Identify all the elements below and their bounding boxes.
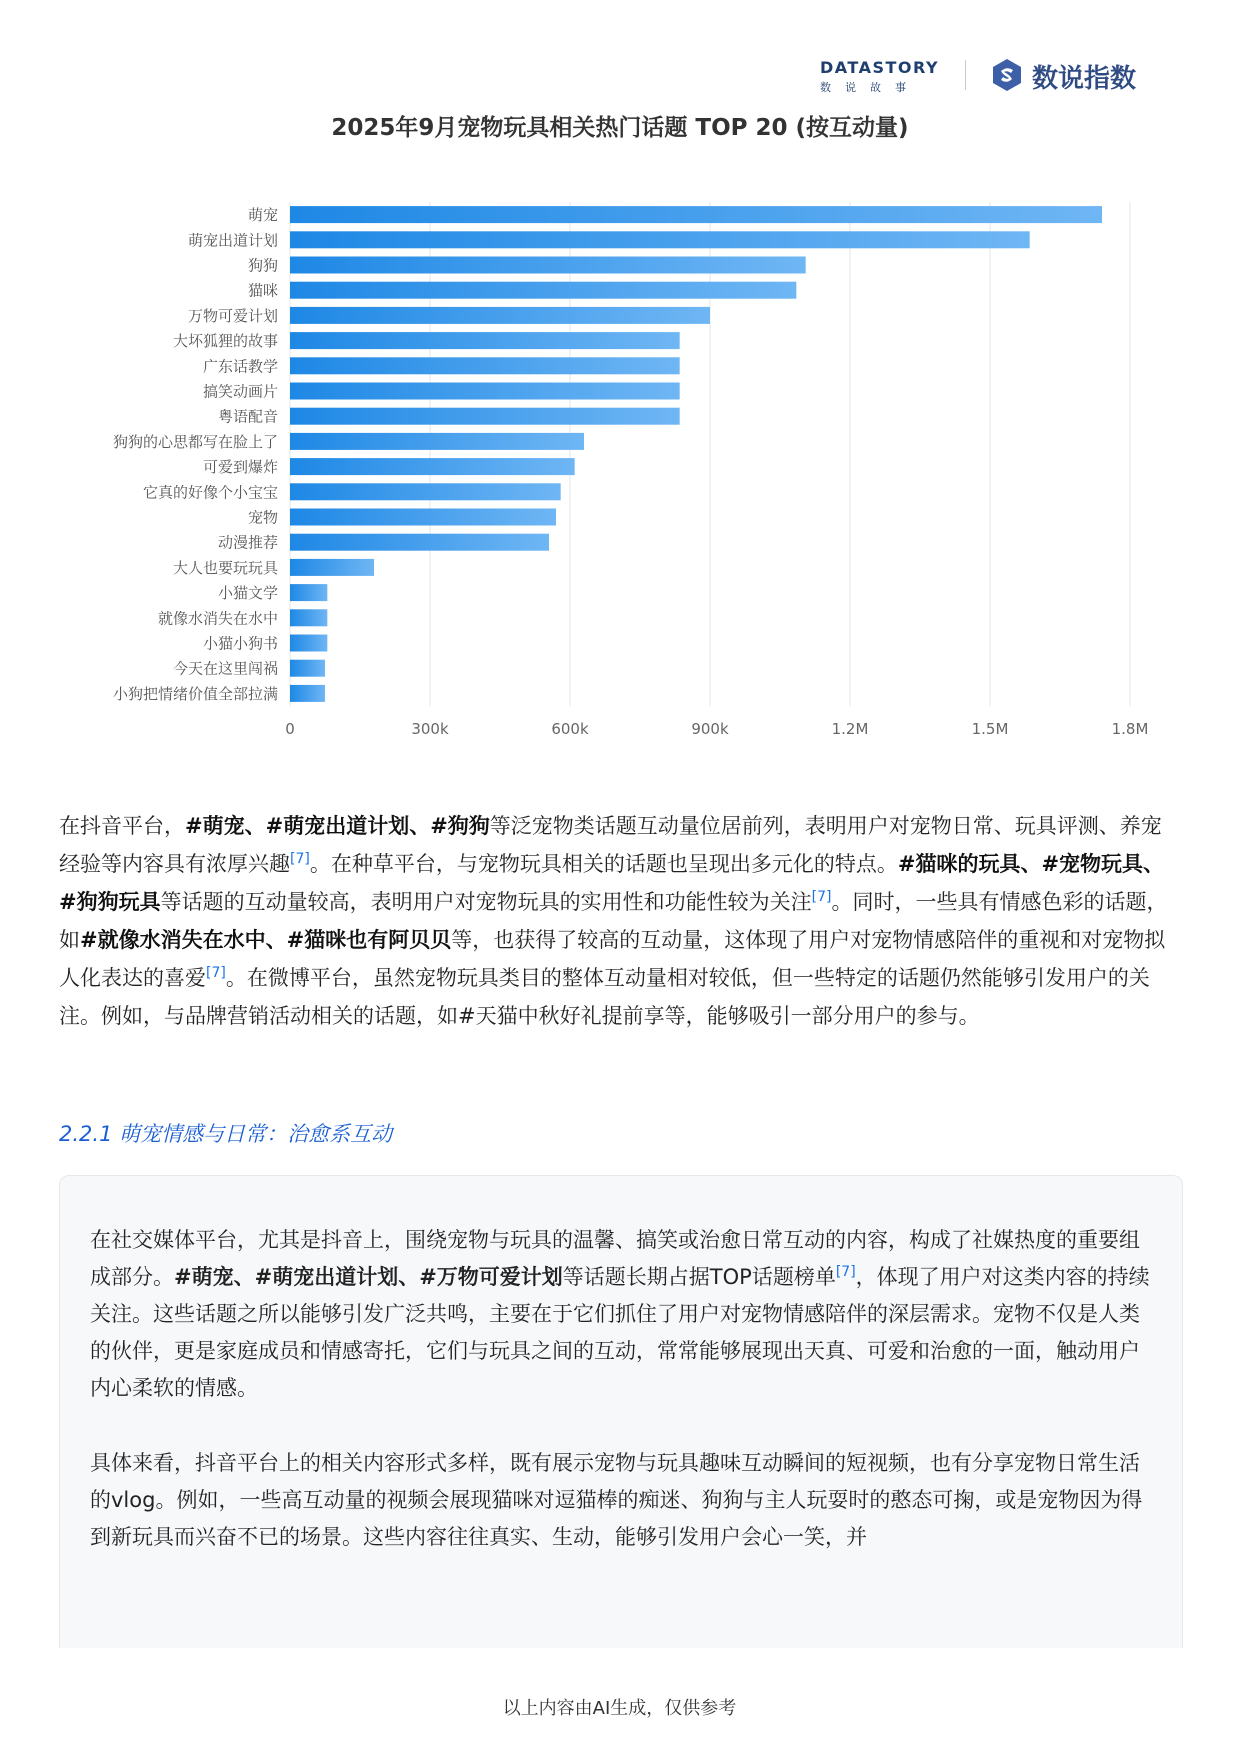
- chart-bars: [290, 206, 1102, 702]
- x-tick-label: 0: [285, 720, 295, 738]
- bar: [290, 282, 796, 299]
- bar: [290, 307, 710, 324]
- bar: [290, 357, 680, 374]
- category-label: 大人也要玩玩具: [172, 558, 278, 577]
- citation-link[interactable]: [7]: [290, 851, 310, 867]
- bar: [290, 559, 374, 576]
- datastory-logo: [820, 58, 945, 95]
- bar: [290, 383, 680, 400]
- category-label: 粤语配音: [217, 407, 278, 426]
- bar: [290, 408, 680, 425]
- bar: [290, 458, 575, 475]
- citation-link[interactable]: [7]: [835, 1264, 856, 1280]
- bold-topics: #萌宠、#萌宠出道计划、#万物可爱计划: [174, 1265, 563, 1289]
- chart-category-labels: [113, 206, 279, 703]
- text-run: 等，也获得了较高的互动量，这体现了用户对宠物情感陪伴的重视和对宠物拟人化表达的喜爱: [59, 928, 1166, 990]
- bar: [290, 483, 561, 500]
- shushuo-brand-name: 数说指数: [1032, 64, 1137, 94]
- category-label: 大坏狐狸的故事: [172, 332, 278, 351]
- card-paragraph-1: [90, 1222, 1152, 1407]
- chart-grid: [290, 202, 1130, 706]
- bar: [290, 685, 325, 702]
- bold-topics: #萌宠、#萌宠出道计划、#狗狗: [185, 814, 490, 838]
- bar: [290, 660, 325, 677]
- bar: [290, 332, 680, 349]
- section-heading: 2.2.1 萌宠情感与日常：治愈系互动: [59, 1122, 393, 1146]
- text-run: ，体现了用户对这类内容的持续关注。这些话题之所以能够引发广泛共鸣，主要在于它们抓住了用户对宠物情感陪伴的深层需求。宠物不仅是人类的伙伴，更是家庭成员和情感寄托，它们与玩具之间的互动，常常能够展现出天真、可爱和治愈的一面，触动用户内心柔软的情感。: [90, 1265, 1150, 1400]
- category-label: 动漫推荐: [217, 533, 278, 552]
- x-tick-label: 1.8M: [1111, 720, 1149, 738]
- text-run: 在抖音平台，: [59, 814, 185, 838]
- category-label: 今天在这里闯祸: [172, 659, 278, 678]
- category-label: 宠物: [247, 508, 278, 527]
- category-label: 可爱到爆炸: [202, 458, 278, 477]
- bar: [290, 433, 584, 450]
- datastory-wordmark: DATASTORY: [820, 58, 940, 77]
- text-run: 等话题的互动量较高，表明用户对宠物玩具的实用性和功能性较为关注: [160, 890, 812, 914]
- brand-divider: [965, 60, 966, 90]
- citation-link[interactable]: [7]: [811, 889, 832, 905]
- x-tick-label: 600k: [551, 720, 589, 738]
- bold-topics: #猫咪的玩具、#宠物玩具、#狗狗玩具: [59, 852, 1165, 914]
- paragraph-platform-overview: [59, 807, 1181, 1035]
- card-paragraph-2: 具体来看，抖音平台上的相关内容形式多样，既有展示宠物与玩具趣味互动瞬间的短视频，也有分享宠物日常生活的vlog。例如，一些高互动量的视频会展现猫咪对逗猫棒的痴迷、狗狗与主人玩耍时的憨态可掬，或是宠物因为得到新玩具而兴奋不已的场景。这些内容往往真实、生动，能够引发用户会心一笑，并: [90, 1451, 1143, 1549]
- topic-bar-chart: [0, 100, 1239, 760]
- ai-disclaimer: 以上内容由AI生成，仅供参考: [502, 1698, 737, 1719]
- bar: [290, 257, 806, 274]
- category-label: 狗狗的心思都写在脸上了: [112, 432, 278, 451]
- bar: [290, 206, 1102, 223]
- text-run: 。同时，一些具有情感色彩的话题，如: [59, 890, 1168, 952]
- category-label: 小狗把情绪价值全部拉满: [112, 684, 278, 703]
- category-label: 小猫小狗书: [202, 634, 278, 653]
- chart-x-ticks: [285, 720, 1148, 738]
- bar: [290, 534, 549, 551]
- category-label: 它真的好像个小宝宝: [142, 483, 278, 502]
- shushuo-logo-icon: [990, 58, 1024, 92]
- category-label: 就像水消失在水中: [157, 609, 278, 628]
- datastory-subtitle: 数说故事: [820, 81, 920, 94]
- text-run: 在社交媒体平台，尤其是抖音上，围绕宠物与玩具的温馨、搞笑或治愈日常互动的内容，构成了社媒热度的重要组成部分。: [90, 1228, 1140, 1289]
- x-tick-label: 1.2M: [831, 720, 869, 738]
- category-label: 搞笑动画片: [202, 382, 278, 401]
- text-run: 。在种草平台，与宠物玩具相关的话题也呈现出多元化的特点。: [309, 852, 898, 876]
- category-label: 萌宠出道计划: [187, 231, 278, 250]
- bar: [290, 509, 556, 526]
- bar: [290, 231, 1030, 248]
- text-run: 。在微博平台，虽然宠物玩具类目的整体互动量相对较低，但一些特定的话题仍然能够引发用户的关注。例如，与品牌营销活动相关的话题，如#天猫中秋好礼提前享等，能够吸引一部分用户的参与。: [59, 966, 1150, 1028]
- text-run: 等泛宠物类话题互动量位居前列，表明用户对宠物日常、玩具评测、养宠经验等内容具有浓厚兴趣: [59, 814, 1162, 876]
- content-card: [59, 1175, 1183, 1648]
- chart-title: 2025年9月宠物玩具相关热门话题 TOP 20 (按互动量): [331, 115, 909, 141]
- category-label: 广东话教学: [202, 357, 278, 376]
- x-tick-label: 900k: [691, 720, 729, 738]
- category-label: 小猫文学: [217, 584, 278, 603]
- citation-link[interactable]: [7]: [206, 965, 226, 981]
- brand-header: [820, 56, 1150, 100]
- category-label: 猫咪: [247, 281, 278, 300]
- category-label: 万物可爱计划: [187, 306, 278, 325]
- bar: [290, 584, 327, 601]
- category-label: 狗狗: [247, 256, 278, 275]
- bar: [290, 635, 327, 652]
- bold-topics: #就像水消失在水中、#猫咪也有阿贝贝: [80, 928, 452, 952]
- text-run: 等话题长期占据TOP话题榜单: [562, 1265, 836, 1289]
- x-tick-label: 1.5M: [971, 720, 1009, 738]
- bar: [290, 609, 327, 626]
- x-tick-label: 300k: [411, 720, 449, 738]
- category-label: 萌宠: [247, 206, 278, 225]
